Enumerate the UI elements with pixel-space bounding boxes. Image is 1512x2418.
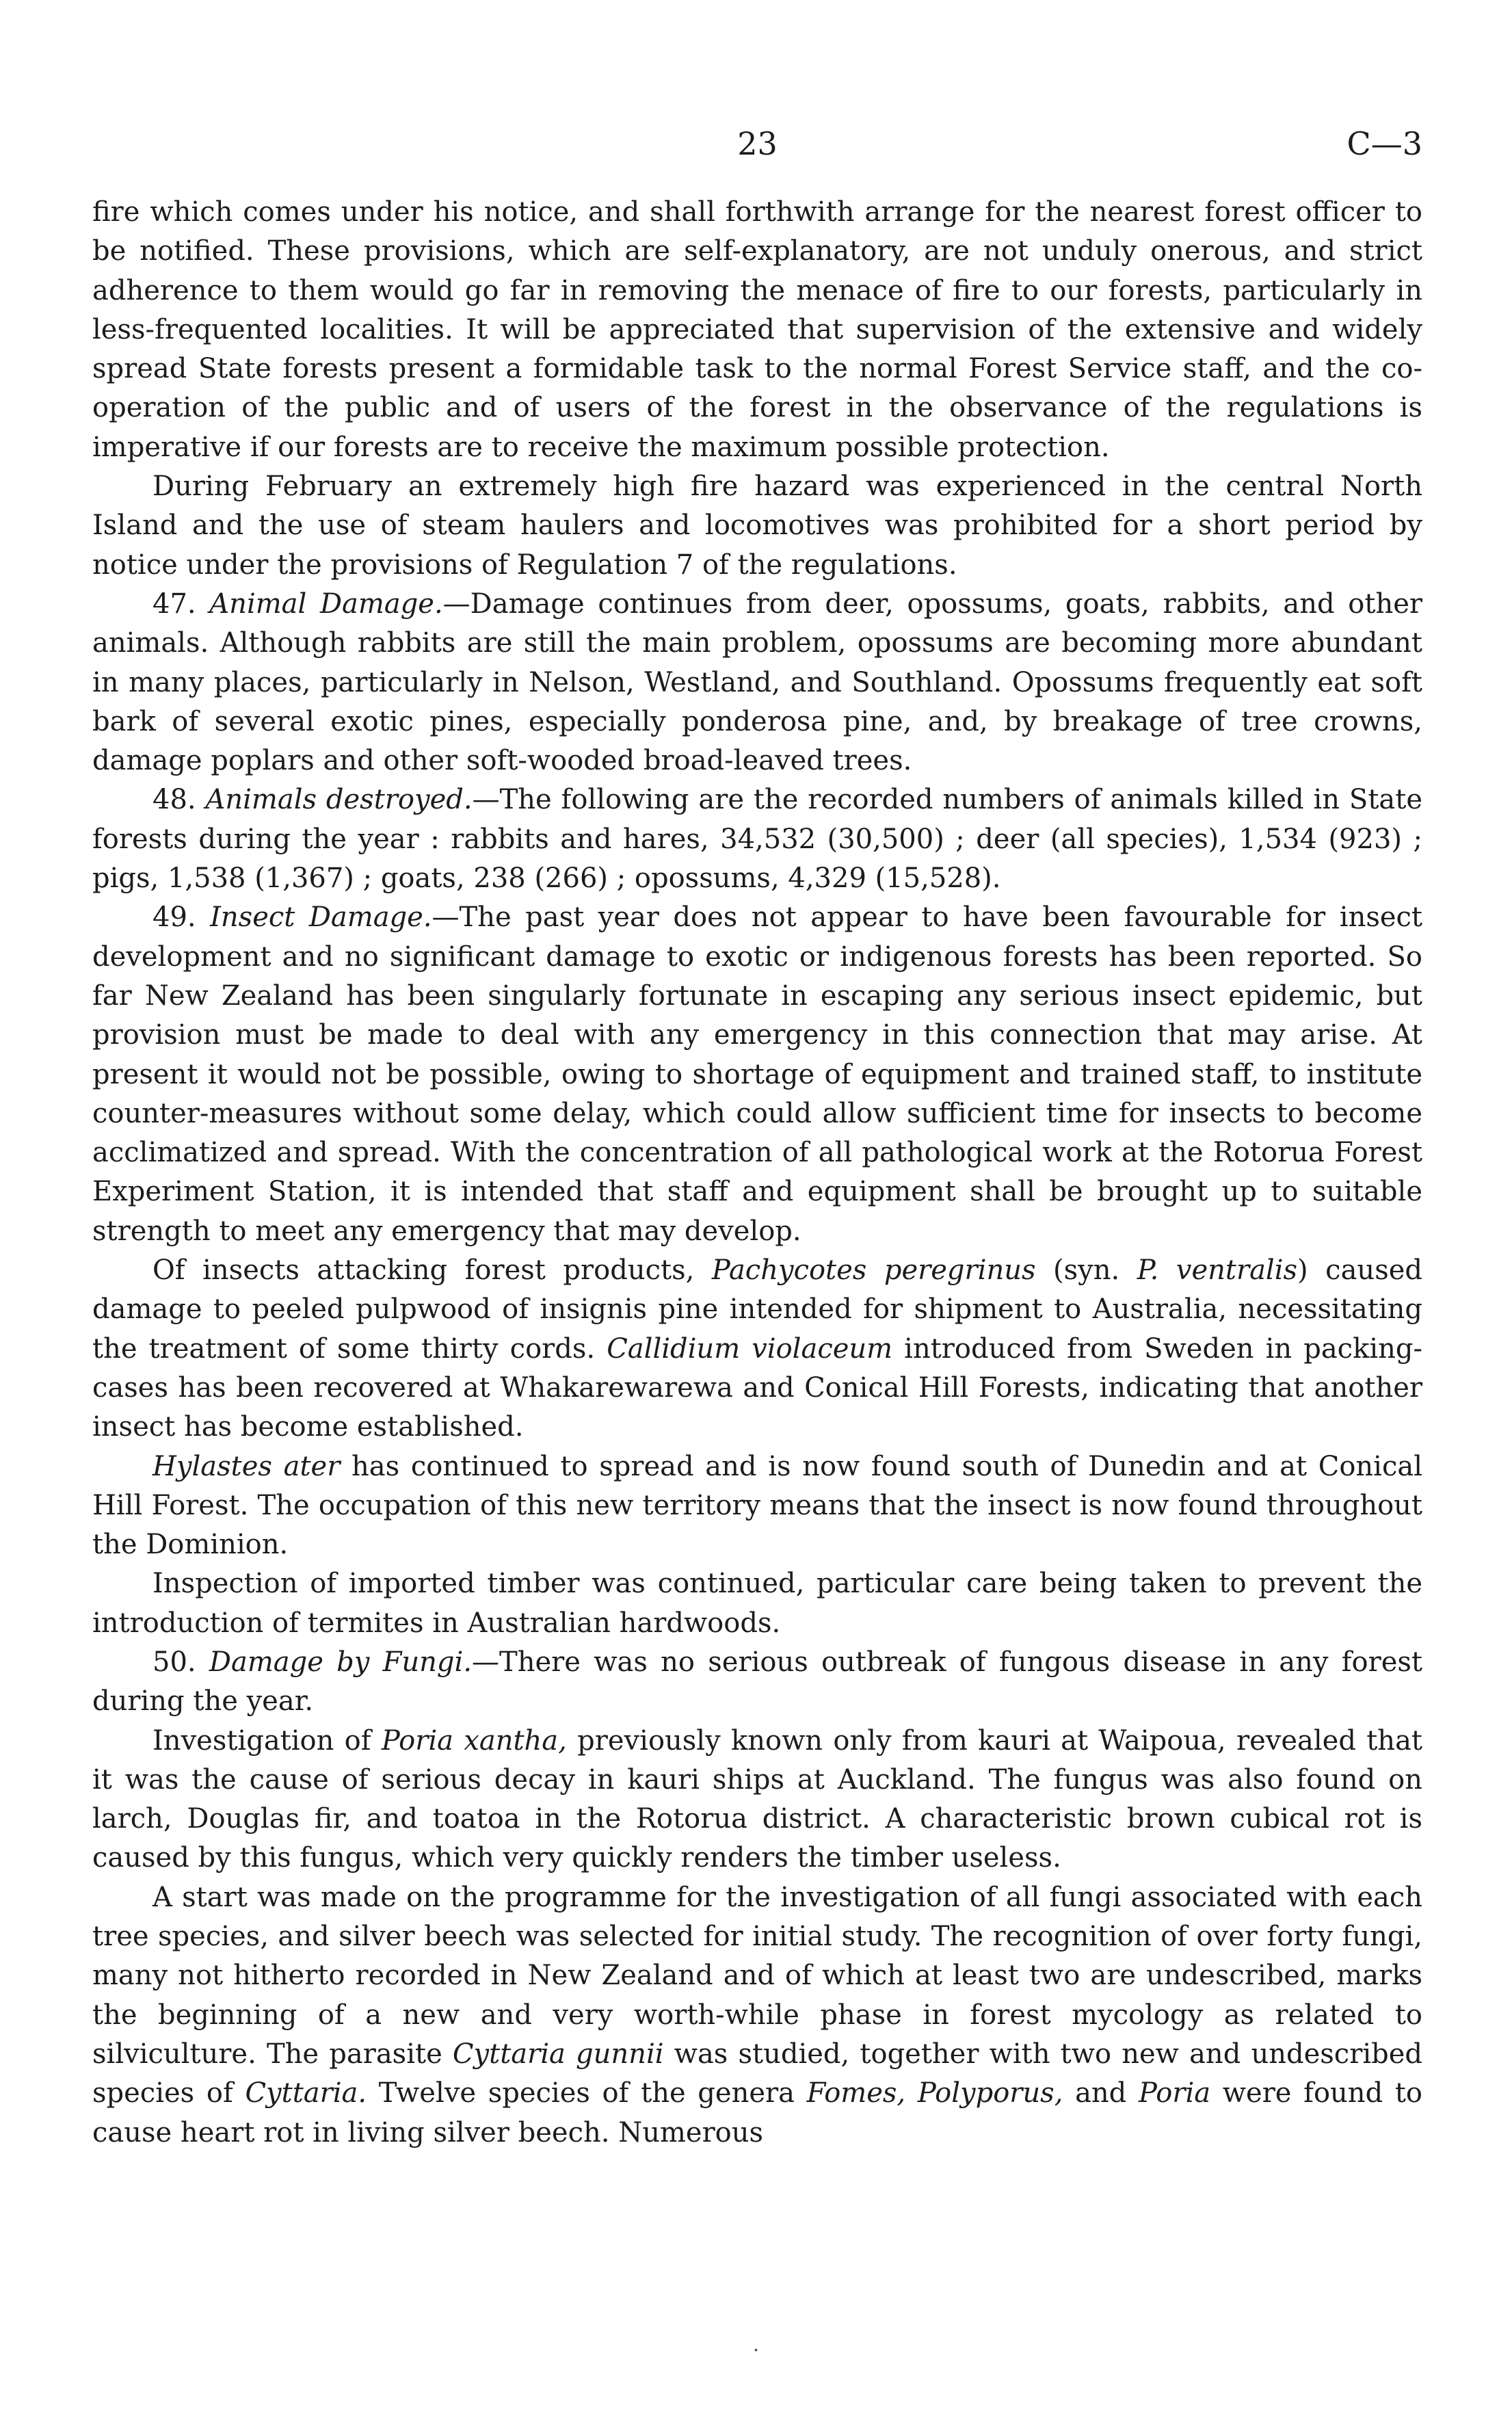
text-run: —Damage continues from deer, opossums, goats, rabbits, and other animals. Although rabbits are still the main problem, opossums are becoming more abundant in many places, particularly in Nelson, Westland, and Southland. Opossums frequently eat soft bark of several exotic pines, especially ponderosa pine, and, by breakage of tree crowns, damage poplars and other soft-wooded broad-leaved trees. xyxy=(92,588,1423,777)
italic-text: Pachycotes peregrinus xyxy=(711,1254,1036,1287)
text-run: A start was made on the programme for the investigation of all fungi associated with each tree species, and silver beech was selected for initial study. The recognition of over forty fungi, many not hitherto recorded in New Zealand and of which at least two are undescribed, marks the beginning of a new and very worth-while phase in forest mycology as related to silviculture. The parasite xyxy=(92,1881,1422,2070)
italic-text: Cyttaria gunnii xyxy=(452,2038,664,2070)
paragraph xyxy=(92,780,1422,898)
text-run: has continued to spread and is now found south of Dunedin and at Conical Hill Forest. The occupation of this new territory means that the insect is now found throughout the Dominion. xyxy=(92,1450,1423,1561)
text-run: 49. xyxy=(152,902,211,934)
page-header xyxy=(92,116,1422,171)
text-run xyxy=(905,2077,918,2109)
text-run: Investigation of xyxy=(152,1724,382,1757)
text-run: Of insects attacking forest products, xyxy=(152,1254,712,1287)
text-run: was studied, together with two new and undescribed species of xyxy=(92,2038,1422,2110)
text-run: previously known only from kauri at Waipoua, revealed that it was the cause of serious decay in kauri ships at Auckland. The fungus was also found on larch, Douglas fir, and toatoa in the Rotorua district. A characteristic brown cubical rot is caused by this fungus, which very quickly renders the timber useless. xyxy=(92,1724,1422,1874)
paragraph xyxy=(92,1722,1422,1878)
text-run: introduced from Sweden in packing-cases has been recovered at Whakarewarewa and Conical Hill Forests, indicating that another insect has become established. xyxy=(92,1332,1422,1443)
italic-text: Hylastes ater xyxy=(152,1450,341,1482)
paragraph xyxy=(92,193,1422,467)
italic-text: Poria xantha, xyxy=(381,1724,567,1757)
italic-text: P. ventralis xyxy=(1137,1254,1298,1287)
text-run: fire which comes under his notice, and shall forthwith arrange for the nearest forest officer to be notified. These provisions, which are self-explanatory, are not unduly onerous, and strict adherence to them would go far in removing the menace of fire to our forests, particularly in less-frequented localities. It will be appreciated that supervision of the extensive and widely spread State forests present a formidable task to the normal Forest Service staff, and the co-operation of the public and of users of the forest in the observance of the regulations is imperative if our forests are to receive the maximum possible protection. xyxy=(92,196,1422,463)
text-run: Inspection of imported timber was continued, particular care being taken to prevent the introduction of termites in Australian hardwoods. xyxy=(92,1568,1422,1639)
italic-text: Insect Damage. xyxy=(210,902,432,934)
italic-text: Animal Damage. xyxy=(209,588,443,620)
italic-text: Poria xyxy=(1138,2077,1211,2110)
document-code: C—3 xyxy=(1347,125,1422,162)
italic-text: Fomes, xyxy=(806,2077,906,2110)
paragraph xyxy=(92,467,1422,585)
text-run: 48. xyxy=(152,784,206,816)
body-text xyxy=(92,193,1422,2153)
page-number: 23 xyxy=(737,125,778,162)
paragraph xyxy=(92,585,1422,780)
italic-text: Damage by Fungi. xyxy=(209,1646,473,1678)
italic-text: Polyporus, xyxy=(917,2077,1063,2110)
italic-text: Animals destroyed. xyxy=(205,784,473,816)
text-run: and xyxy=(1063,2077,1139,2110)
italic-text: Callidium violaceum xyxy=(607,1332,893,1365)
paragraph xyxy=(92,1564,1422,1643)
text-run: —There was no serious outbreak of fungous disease in any forest during the year. xyxy=(92,1646,1423,1718)
text-run: ) caused damage to peeled pulpwood of insignis pine intended for shipment to Australia, necessitating the treatment of some thirty cords. xyxy=(92,1254,1423,1365)
paragraph xyxy=(92,1447,1422,1565)
text-run: —The past year does not appear to have been favourable for insect development and no significant damage to exotic or indigenous forests has been reported. So far New Zealand has been singularly fortunate in escaping any serious insect epidemic, but provision must be made to deal with any emergency in this connection that may arise. At present it would not be possible, owing to shortage of equipment and trained staff, to institute counter-measures without some delay, which could allow sufficient time for insects to become acclimatized and spread. With the concentration of all pathological work at the Rotorua Forest Experiment Station, it is intended that staff and equipment shall be brought up to suitable strength to meet any emergency that may develop. xyxy=(92,902,1423,1247)
text-run: were found to cause heart rot in living silver beech. Numerous xyxy=(92,2077,1422,2148)
text-run: (syn. xyxy=(1035,1254,1137,1287)
text-run: During February an extremely high fire hazard was experienced in the central North Island and the use of steam haulers and locomotives was prohibited for a short period by notice under the provisions of Regulation 7 of the regulations. xyxy=(92,471,1422,581)
text-run: 47. xyxy=(152,588,210,620)
paragraph xyxy=(92,1251,1422,1447)
text-run: 50. xyxy=(152,1646,209,1678)
italic-text: Cyttaria. xyxy=(245,2077,367,2110)
paragraph xyxy=(92,898,1422,1251)
footer-mark: . xyxy=(752,2332,760,2356)
paragraph xyxy=(92,1643,1422,1722)
text-run: —The following are the recorded numbers of animals killed in State forests during the year : rabbits and hares, 34,532 (30,500) ; deer (all species), 1,534 (923) ; pigs, 1,538 (1,367) ; goats, 238 (266) ; opossums, 4,329 (15,528). xyxy=(92,784,1422,895)
text-run: Twelve species of the genera xyxy=(367,2077,807,2110)
paragraph xyxy=(92,1878,1422,2153)
